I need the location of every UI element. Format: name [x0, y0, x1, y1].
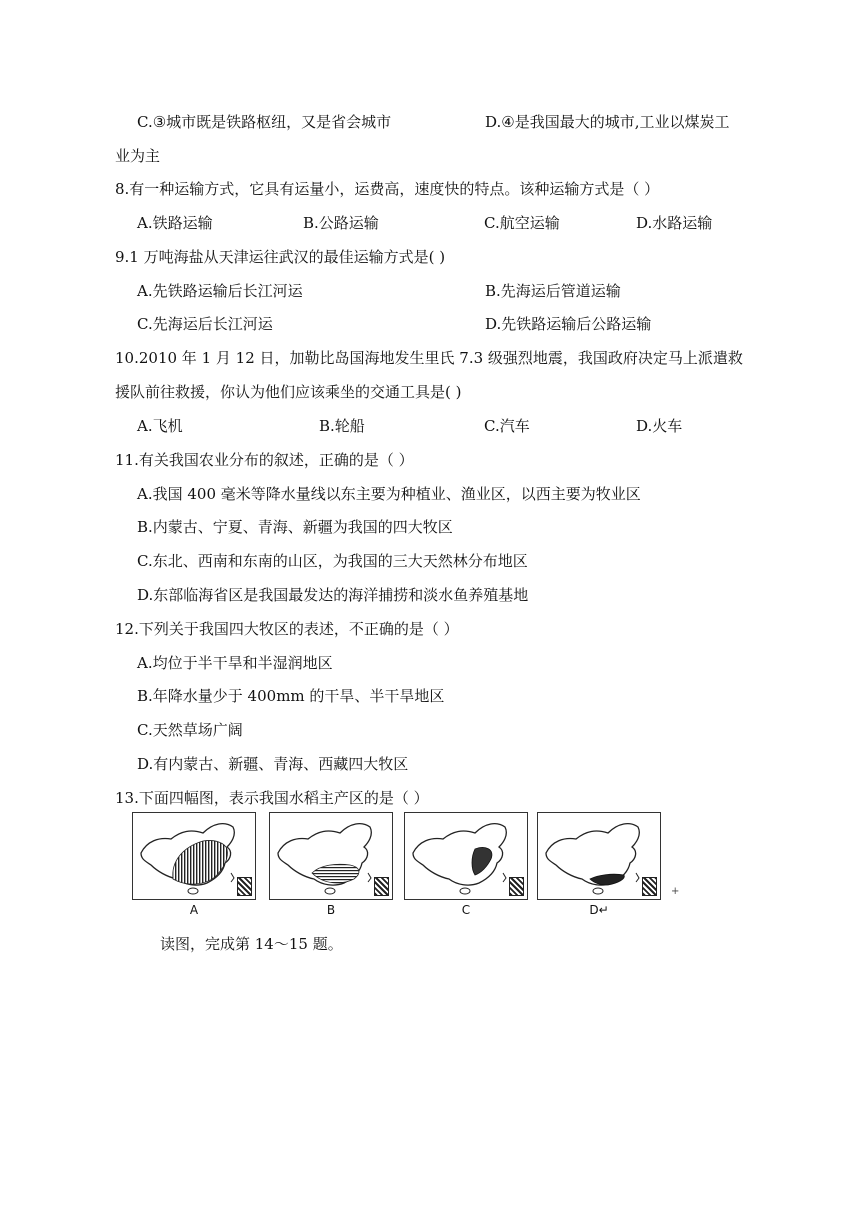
map-b-label: B	[326, 903, 336, 917]
q12-option-b: B.年降水量少于 400mm 的干旱、半干旱地区	[137, 687, 445, 705]
question-10-line-2: 援队前往救援，你认为他们应该乘坐的交通工具是( )	[115, 383, 462, 401]
china-maps-figure	[130, 812, 680, 924]
q8-option-b: B.公路运输	[303, 214, 379, 232]
q12-option-c: C.天然草场广阔	[137, 721, 243, 739]
question-8: 8.有一种运输方式，它具有运量小，运费高，速度快的特点。该种运输方式是（ ）	[115, 180, 660, 198]
question-12: 12.下列关于我国四大牧区的表述，不正确的是（ ）	[115, 620, 459, 638]
map-c	[404, 812, 528, 900]
map-c-label: C	[461, 903, 471, 917]
q11-option-d: D.东部临海省区是我国最发达的海洋捕捞和淡水鱼养殖基地	[137, 586, 529, 604]
question-13: 13.下面四幅图，表示我国水稻主产区的是（ ）	[115, 789, 429, 807]
q8-option-a: A.铁路运输	[137, 214, 213, 232]
plus-mark: +	[671, 886, 680, 897]
q10-option-d: D.火车	[636, 417, 683, 435]
q12-option-d: D.有内蒙古、新疆、青海、西藏四大牧区	[137, 755, 409, 773]
question-9: 9.1 万吨海盐从天津运往武汉的最佳运输方式是( )	[115, 248, 446, 266]
q10-option-b: B.轮船	[319, 417, 365, 435]
south-china-sea-inset-b	[374, 877, 389, 896]
q12-option-a: A.均位于半干旱和半湿润地区	[137, 654, 333, 672]
q9-option-b: B.先海运后管道运输	[485, 282, 621, 300]
south-china-sea-inset-a	[237, 877, 252, 896]
china-outline-b	[270, 813, 391, 898]
q11-option-c: C.东北、西南和东南的山区，为我国的三大天然林分布地区	[137, 552, 528, 570]
map-d	[537, 812, 661, 900]
q8-option-d: D.水路运输	[636, 214, 713, 232]
china-outline-a	[133, 813, 254, 898]
q10-option-c: C.汽车	[484, 417, 530, 435]
q10-option-a: A.飞机	[137, 417, 183, 435]
q7-option-c: C.③城市既是铁路枢纽，又是省会城市	[137, 113, 392, 131]
q7-option-d: D.④是我国最大的城市,工业以煤炭工	[485, 113, 730, 131]
south-china-sea-inset-c	[509, 877, 524, 896]
question-11: 11.有关我国农业分布的叙述，正确的是（ ）	[115, 451, 414, 469]
china-outline-c	[405, 813, 526, 898]
questions-14-15-intro: 读图，完成第 14～15 题。	[160, 935, 343, 953]
map-b	[269, 812, 393, 900]
q9-option-d: D.先铁路运输后公路运输	[485, 315, 652, 333]
q11-option-b: B.内蒙古、宁夏、青海、新疆为我国的四大牧区	[137, 518, 453, 536]
question-10-line-1: 10.2010 年 1 月 12 日，加勒比岛国海地发生里氏 7.3 级强烈地震，我国政府决定马上派遣救	[115, 349, 743, 367]
q11-option-a: A.我国 400 毫米等降水量线以东主要为种植业、渔业区，以西主要为牧业区	[137, 485, 641, 503]
q8-option-c: C.航空运输	[484, 214, 560, 232]
china-outline-d	[538, 813, 659, 898]
q9-option-c: C.先海运后长江河运	[137, 315, 273, 333]
map-a-label: A	[189, 903, 199, 917]
q9-option-a: A.先铁路运输后长江河运	[137, 282, 303, 300]
q7-option-d-continued: 业为主	[115, 147, 161, 165]
map-d-label: D↵	[589, 903, 609, 917]
map-a	[132, 812, 256, 900]
south-china-sea-inset-d	[642, 877, 657, 896]
